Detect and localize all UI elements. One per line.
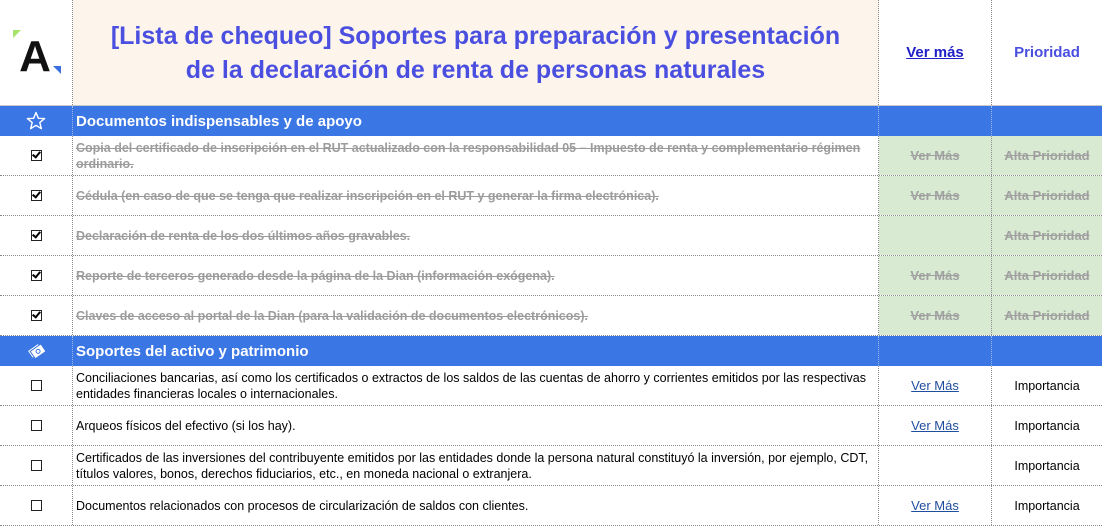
section-icon-cell xyxy=(0,336,73,366)
priority-label: Importancia xyxy=(1014,498,1080,513)
checklist-row xyxy=(0,296,1102,336)
priority-label: Importancia xyxy=(1014,418,1080,433)
checkbox-cell xyxy=(0,216,73,255)
item-text: Declaración de renta de los dos últimos años gravables. xyxy=(76,228,411,243)
link-cell xyxy=(879,296,992,335)
item-text: Reporte de terceros generado desde la página de la Dian (información exógena). xyxy=(76,268,555,283)
priority-cell xyxy=(992,406,1102,445)
title-cell xyxy=(73,0,879,105)
checklist-row xyxy=(0,176,1102,216)
priority-label: Importancia xyxy=(1014,458,1080,473)
section-blank-link xyxy=(879,336,992,366)
item-text-cell xyxy=(73,256,879,295)
checkbox-cell xyxy=(0,176,73,215)
ver-mas-link[interactable]: Ver Más xyxy=(910,188,960,203)
item-text-cell xyxy=(73,486,879,525)
priority-cell xyxy=(992,256,1102,295)
priority-cell xyxy=(992,136,1102,175)
priority-label: Alta Prioridad xyxy=(1004,268,1090,283)
checklist-row xyxy=(0,486,1102,526)
checkbox[interactable] xyxy=(31,500,42,511)
header-row xyxy=(0,0,1102,106)
checklist-row xyxy=(0,366,1102,406)
section-title-cell xyxy=(73,106,879,136)
checklist-row xyxy=(0,256,1102,296)
item-text-cell xyxy=(73,216,879,255)
priority-cell xyxy=(992,296,1102,335)
item-text: Conciliaciones bancarias, así como los certificados o extractos de los saldos de las cuentas de ahorro y corrientes emitidos por las respectivas entidades financieras locales o internacionales. xyxy=(76,370,866,401)
item-text: Copia del certificado de inscripción en el RUT actualizado con la responsabilidad 05 – Impuesto de renta y complementario régimen ordinario. xyxy=(76,140,861,171)
checkbox[interactable] xyxy=(31,150,42,161)
item-text-cell xyxy=(73,176,879,215)
item-text-cell xyxy=(73,446,879,485)
section-header-documentos xyxy=(0,106,1102,136)
checkbox-cell xyxy=(0,446,73,485)
checkbox[interactable] xyxy=(31,190,42,201)
priority-header: Prioridad xyxy=(1014,44,1080,61)
section-icon-cell xyxy=(0,106,73,136)
checklist-row xyxy=(0,446,1102,486)
checkbox-cell xyxy=(0,486,73,525)
link-cell xyxy=(879,366,992,405)
logo-letter: A xyxy=(19,31,51,78)
item-text: Arqueos físicos del efectivo (si los hay). xyxy=(76,418,296,433)
checkbox[interactable] xyxy=(31,230,42,241)
checkbox-cell xyxy=(0,256,73,295)
checkbox[interactable] xyxy=(31,270,42,281)
section-blank-link xyxy=(879,106,992,136)
ver-mas-link[interactable]: Ver Más xyxy=(910,148,960,163)
item-text: Documentos relacionados con procesos de circularización de saldos con clientes. xyxy=(76,498,529,513)
checkbox[interactable] xyxy=(31,310,42,321)
checkbox-cell xyxy=(0,136,73,175)
checkbox-cell xyxy=(0,406,73,445)
priority-label: Alta Prioridad xyxy=(1004,148,1090,163)
ver-mas-link[interactable]: Ver Más xyxy=(911,418,959,433)
link-cell xyxy=(879,136,992,175)
priority-label: Alta Prioridad xyxy=(1004,188,1090,203)
link-cell xyxy=(879,256,992,295)
item-text-cell xyxy=(73,136,879,175)
priority-cell xyxy=(992,216,1102,255)
section-title: Documentos indispensables y de apoyo xyxy=(76,112,362,130)
item-text: Claves de acceso al portal de la Dian (para la validación de documentos electrónicos). xyxy=(76,308,588,323)
priority-label: Alta Prioridad xyxy=(1004,228,1090,243)
priority-cell xyxy=(992,366,1102,405)
item-text-cell xyxy=(73,366,879,405)
link-cell xyxy=(879,176,992,215)
priority-cell xyxy=(992,486,1102,525)
checkbox[interactable] xyxy=(31,380,42,391)
section-title: Soportes del activo y patrimonio xyxy=(76,342,309,360)
section-blank-priority xyxy=(992,336,1102,366)
link-cell xyxy=(879,446,992,485)
star-icon xyxy=(26,111,46,131)
checklist-row xyxy=(0,136,1102,176)
checkbox-cell xyxy=(0,366,73,405)
checklist-row xyxy=(0,406,1102,446)
page-title: [Lista de chequeo] Soportes para preparación y presentación de la declaración de renta de personas naturales xyxy=(110,21,841,84)
section-title-cell xyxy=(73,336,879,366)
link-cell xyxy=(879,406,992,445)
checkbox-cell xyxy=(0,296,73,335)
priority-header-cell xyxy=(992,0,1102,105)
checkbox[interactable] xyxy=(31,420,42,431)
more-header-cell xyxy=(879,0,992,105)
item-text: Cédula (en caso de que se tenga que realizar inscripción en el RUT y generar la firma electrónica). xyxy=(76,188,659,203)
section-blank-priority xyxy=(992,106,1102,136)
item-text: Certificados de las inversiones del contribuyente emitidos por las entidades donde la persona natural constituyó la inversión, por ejemplo, CDT, títulos valores, bonos, derechos fiduciarios, etc., en moneda nacional o extranjera. xyxy=(76,450,869,481)
ver-mas-link[interactable]: Ver Más xyxy=(910,268,960,283)
ver-mas-link[interactable]: Ver Más xyxy=(911,498,959,513)
more-header-link[interactable]: Ver más xyxy=(906,44,964,61)
priority-cell xyxy=(992,176,1102,215)
priority-cell xyxy=(992,446,1102,485)
ver-mas-link[interactable]: Ver Más xyxy=(910,308,960,323)
logo-icon xyxy=(9,28,63,78)
item-text-cell xyxy=(73,406,879,445)
priority-label: Importancia xyxy=(1014,378,1080,393)
logo-cell xyxy=(0,0,73,105)
section-header-soportes xyxy=(0,336,1102,366)
ver-mas-link[interactable]: Ver Más xyxy=(911,378,959,393)
money-icon xyxy=(26,341,46,361)
link-cell xyxy=(879,216,992,255)
priority-label: Alta Prioridad xyxy=(1004,308,1090,323)
link-cell xyxy=(879,486,992,525)
checklist-row xyxy=(0,216,1102,256)
item-text-cell xyxy=(73,296,879,335)
checkbox[interactable] xyxy=(31,460,42,471)
